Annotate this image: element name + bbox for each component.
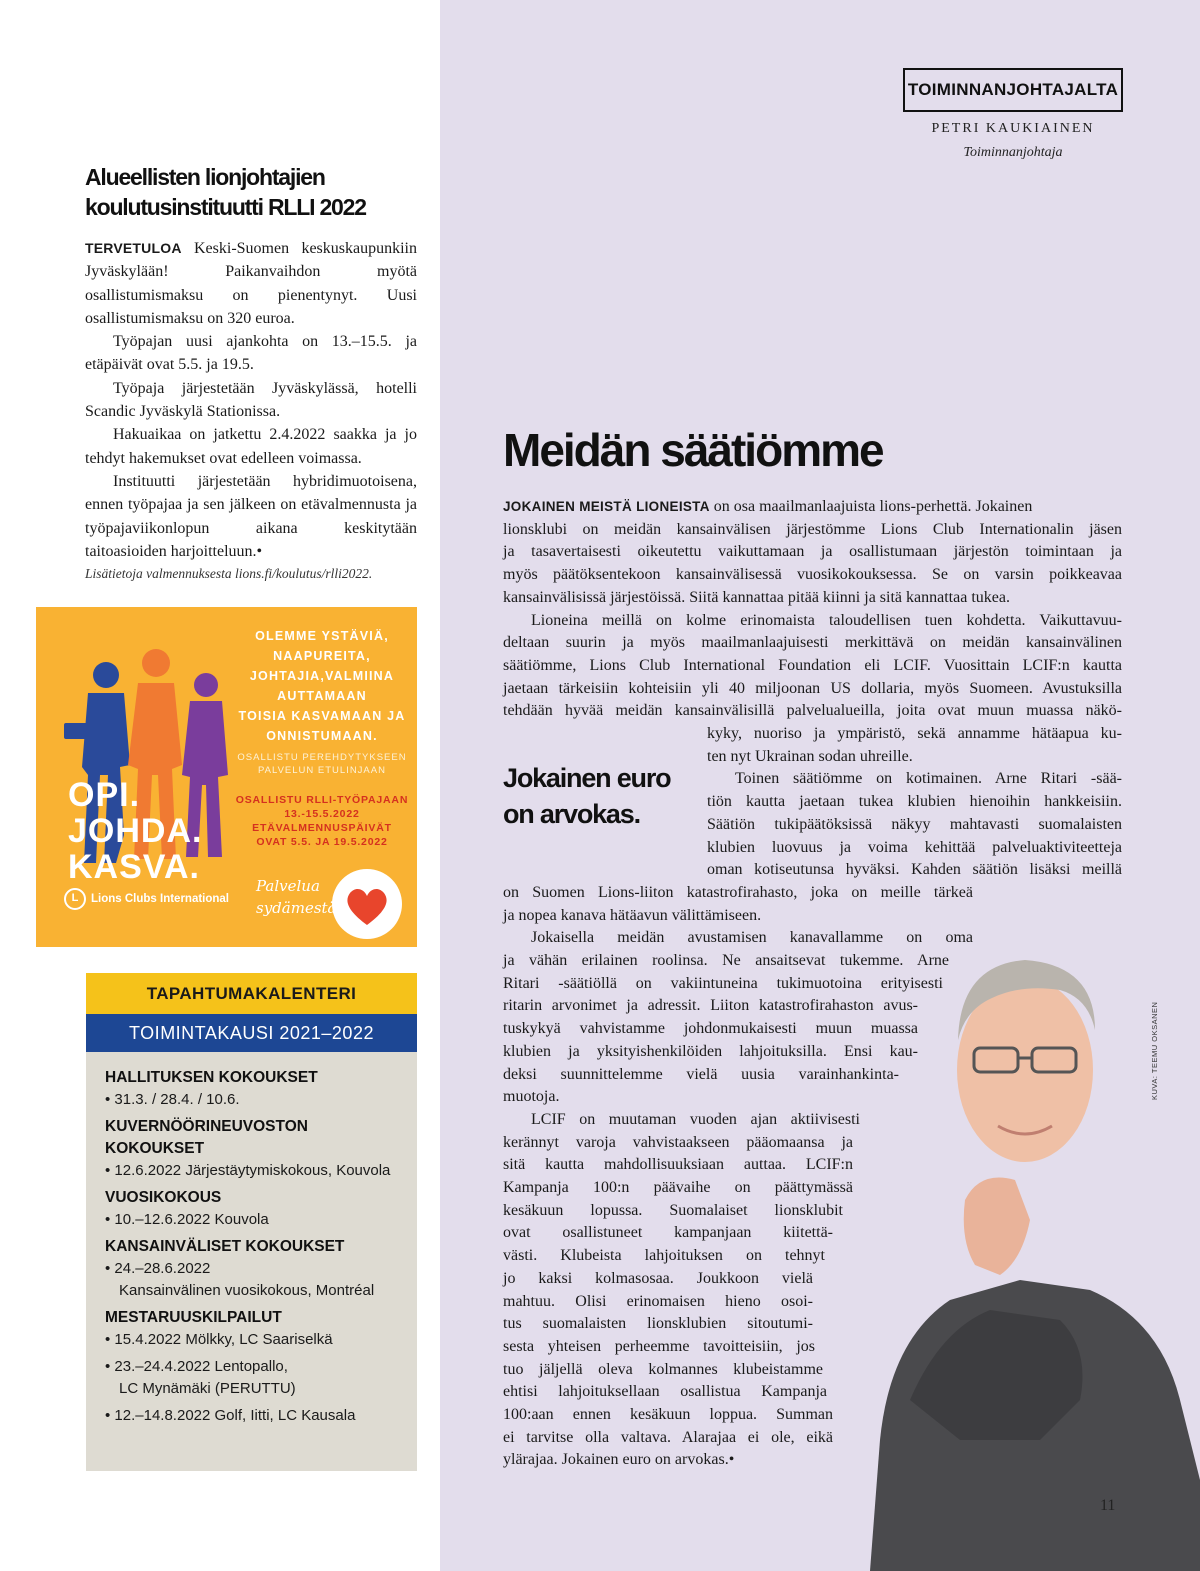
ad-dates-text: OSALLISTU RLLI-TYÖPAJAAN 13.-15.5.2022 ETÄVALMENNUSPÄIVÄT OVAT 5.5. JA 19.5.2022	[235, 794, 409, 848]
calendar-event-item: • 31.3. / 28.4. / 10.6.	[105, 1091, 240, 1108]
ad-main-text: OLEMME YSTÄVIÄ, NAAPUREITA, JOHTAJIA,VALMIINA AUTTAMAAN TOISIA KASVAMAAN JA ONNISTUMAAN.	[238, 629, 406, 743]
rlli-more-info: Lisätietoja valmennuksesta lions.fi/koulutus/rlli2022.	[85, 566, 373, 581]
calendar-event-item: • 24.–28.6.2022 Kansainvälinen vuosikokous, Montréal	[105, 1260, 375, 1299]
column-badge: TOIMINNANJOHTAJALTA	[903, 68, 1123, 112]
rlli-paragraph: Työpajan uusi ajankohta on 13.–15.5. ja etäpäivät ovat 5.5. ja 19.5.	[85, 333, 417, 374]
rlli-paragraph: Työpaja järjestetään Jyväskylässä, hotelli Scandic Jyväskylä Stationissa.	[85, 379, 417, 421]
lions-logo: L Lions Clubs International	[64, 888, 229, 910]
article-body-line: sesta yhteisen perheemme tavoitteisiin, jos	[503, 1337, 815, 1355]
article-body-line: kansainvälisissä järjestöissä. Siitä kannattaa pitää kiinni ja sitä kannattaa tukea.	[503, 588, 1010, 606]
calendar-section-title: MESTARUUSKILPAILUT	[105, 1309, 282, 1326]
article-body-line: mahtuu. Olisi erinomaisen hieno osoi-	[503, 1292, 813, 1310]
rlli-advertisement	[36, 607, 417, 947]
article-body-line: tus suomalaisten lionsklubien sitoutumi-	[503, 1315, 813, 1333]
ad-script-text: Palvelua sydämestä	[256, 877, 337, 917]
rlli-lead: TERVETULOA	[85, 240, 182, 256]
article-body-line: kyky, nuoriso ja ympäristö, sekä annamme hätäapua ku-	[707, 725, 1122, 742]
article-body-line: Jokaisella meidän avustamisen kanavallamme on oma	[531, 929, 973, 947]
article-body-line: tuo jäljellä oleva kolmannes klubeistamme	[503, 1360, 823, 1378]
event-calendar-box	[86, 973, 417, 1471]
article-body-line: 100:aan ennen kesäkuun loppua. Summan	[503, 1406, 833, 1423]
calendar-season: TOIMINTAKAUSI 2021–2022	[86, 1014, 417, 1052]
head-shape	[957, 960, 1095, 1162]
article-body-line: klubien luovuus ja voima kehittää palveluaktiviteetteja	[707, 838, 1122, 856]
rlli-article-body: TERVETULOA Keski-Suomen keskuskaupunkiin Jyväskylään! Paikanvaihdon myötä osallistumismaksu on pienentynyt. Uusi osallistumismaksu on 320 euroa. Työpajan uusi ajankohta on 13.–15.5. ja etäpäivät ovat 5.5. ja 19.5. Työpaja järjestetään Jyväskylässä, hotelli Scandic Jyväskylä Stationissa. Hakuaikaa on jatkettu 2.4.2022 saakka ja jo tehdyt hakemukset ovat edelleen voimassa. Instituutti järjestetään hybridimuotoisena, ennen työpajaa ja sen jälkeen on etävalmennusta ja työpajaviikonlopun aikana keskitytään taitoasioiden harjoitteluun.•	[85, 237, 417, 563]
article-body-line: klubien ja yksityishenkilöiden lahjoituksilla. Ensi kau-	[503, 1042, 918, 1060]
rlli-article-title: Alueellisten lionjohtajien koulutusinstituutti RLLI 2022	[85, 164, 366, 220]
article-body-line: ylärajaa. Jokainen euro on arvokas.•	[503, 1451, 735, 1469]
article-body-line: Kampanja 100:n päävaihe on päättymässä	[503, 1179, 853, 1196]
author-name: PETRI KAUKIAINEN	[931, 121, 1095, 136]
article-body-line: JOKAINEN MEISTÄ LIONEISTA on osa maailmanlaajuista lions-perhettä. Jokainen	[503, 498, 1033, 515]
article-body-line: kerännyt varoja vahvistaakseen pääomaansa ja	[503, 1133, 853, 1151]
article-body-line: säätiömme, Lions Club International Foundation eli LCIF. Vuosittain LCIF:n kautta	[503, 656, 1122, 674]
ad-slogan: OPI. JOHDA. KASVA.	[68, 776, 203, 886]
calendar-event-item: • 12.6.2022 Järjestäytymiskokous, Kouvola	[105, 1162, 391, 1179]
article-body-line: lionsklubi on meidän kansainvälisen järjestömme Lions Club Internationalin jäsen	[503, 520, 1122, 538]
article-body-line: jaetaan tärkeisiin kohteisiin yli 40 miljoonan US dollaria, myös Suomeen. Avustuksilla	[503, 679, 1122, 697]
article-body-line: tehdään hyvää meidän kansainvälisillä palvelualueilla, joita ovat muun muassa näkö-	[503, 702, 1122, 720]
lions-emblem-icon: L	[64, 888, 86, 910]
article-body-line: kesäkuun lopussa. Suomalaiset lionsklubit	[503, 1201, 843, 1219]
article-body-line: deksi suunnittelemme vielä uusia varainhankinta-	[503, 1065, 899, 1083]
page-number: 11	[1100, 1497, 1116, 1514]
article-body-line: Säätiön tukipäätöksissä näkyy mahtavasti suomalaisten	[707, 815, 1122, 833]
article-body-line: ehtisi lahjoituksellaan osallistua Kampanja	[503, 1383, 827, 1401]
rlli-paragraph: Hakuaikaa on jatkettu 2.4.2022 saakka ja jo tehdyt hakemukset ovat edelleen voimassa.	[85, 426, 417, 467]
article-body-line: Lioneina meillä on kolme erinomaista taloudellisen tuen kohdetta. Vaikuttavuu-	[531, 611, 1122, 629]
article-body-line: myös päätöksentekoon kansainvälisessä vuosikokouksessa. Se on varsin poikkeavaa	[503, 566, 1122, 584]
article-body-line: ten nyt Ukrainan sodan uhreille.	[707, 747, 913, 765]
article-body-line: jo kaksi kolmasosaa. Joukkoon vielä	[503, 1269, 813, 1287]
heart-badge-icon	[332, 869, 402, 939]
calendar-event-item: • 12.–14.8.2022 Golf, Iitti, LC Kausala	[105, 1407, 356, 1424]
calendar-event-item: • 15.4.2022 Mölkky, LC Saariselkä	[105, 1331, 333, 1348]
article-body-line: ja vähän erilainen roolinsa. Ne ansaitsevat tukemme. Arne	[503, 952, 949, 969]
ad-sub-text: OSALLISTU PEREHDYTYKSEEN PALVELUN ETULINJAAN	[237, 752, 407, 776]
photo-credit: KUVA: TEEMU OKSANEN	[1150, 1001, 1159, 1100]
calendar-section-title: HALLITUKSEN KOKOUKSET	[105, 1069, 318, 1086]
article-body-line: ja tasavertaisesti oikeutettu vaikuttamaan ja osallistumaan järjestön toimintaan ja	[503, 543, 1122, 561]
article-body-line: ei tarvitse olla valtava. Alarajaa ei ole, eikä	[503, 1428, 833, 1446]
calendar-event-item: • 10.–12.6.2022 Kouvola	[105, 1211, 269, 1228]
author-role: Toiminnanjohtaja	[963, 145, 1063, 160]
article-body-line: muotoja.	[503, 1088, 560, 1106]
calendar-section-title: KUVERNÖÖRINEUVOSTON KOKOUKSET	[105, 1118, 308, 1157]
article-body-line: sitä kautta mahdollisuuksiaan auttaa. LCIF:n	[503, 1156, 853, 1174]
article-body-line: Ritari -säätiöllä on vakiintuneina tukimuotoina erityisesti	[503, 974, 943, 992]
heart-icon	[332, 869, 402, 939]
article-title: Meidän säätiömme	[503, 424, 883, 476]
article-body-line: deltaan suurin ja myös maailmanlaajuisesti merkittävä on meidän kansainvälinen	[503, 634, 1122, 652]
article-body-line: oman kotiseutunsa hyväksi. Kahden säätiön lisäksi meillä	[707, 861, 1122, 879]
article-body-line: on Suomen Lions-liiton katastrofirahasto, joka on meille tärkeä	[503, 883, 973, 901]
article-body-line: Toinen säätiömme on kotimainen. Arne Ritari -sää-	[735, 770, 1122, 788]
calendar-title: TAPAHTUMAKALENTERI	[86, 973, 417, 1014]
suit-shape	[870, 1280, 1200, 1571]
rlli-paragraph: Instituutti järjestetään hybridimuotoisena, ennen työpajaa ja sen jälkeen on etävalmennusta ja työpajaviikonlopun aikana keskitytään taitoasioiden harjoitteluun.•	[85, 472, 417, 560]
calendar-section-title: VUOSIKOKOUS	[105, 1189, 222, 1206]
article-body-line: ja nopea kanava hätäavun välittämiseen.	[503, 906, 762, 924]
article-body-line: ovat osallistuneet kampanjaan kiitettä-	[503, 1224, 833, 1242]
pull-quote: Jokainen euro on arvokas.	[503, 763, 671, 829]
calendar-section-title: KANSAINVÄLISET KOKOUKSET	[105, 1238, 345, 1255]
article-body-line: tiön kautta jaetaan tukea klubien hienoihin hankkeisiin.	[707, 793, 1122, 811]
article-body-line: ritarin arvonimet ja adressit. Liiton katastrofirahaston avus-	[503, 997, 918, 1015]
calendar-event-item: • 23.–24.4.2022 Lentopallo, LC Mynämäki (PERUTTU)	[105, 1358, 296, 1397]
article-body-line: tuskykyä vahvistamme johdonmukaisesti muun muassa	[503, 1020, 918, 1038]
calendar-list	[86, 1052, 417, 1427]
article-lead: JOKAINEN MEISTÄ LIONEISTA	[503, 499, 710, 514]
article-body-line: LCIF on muutaman vuoden ajan aktiivisesti	[531, 1110, 860, 1128]
article-body-line: västi. Klubeista lahjoituksen on tehnyt	[503, 1247, 825, 1265]
